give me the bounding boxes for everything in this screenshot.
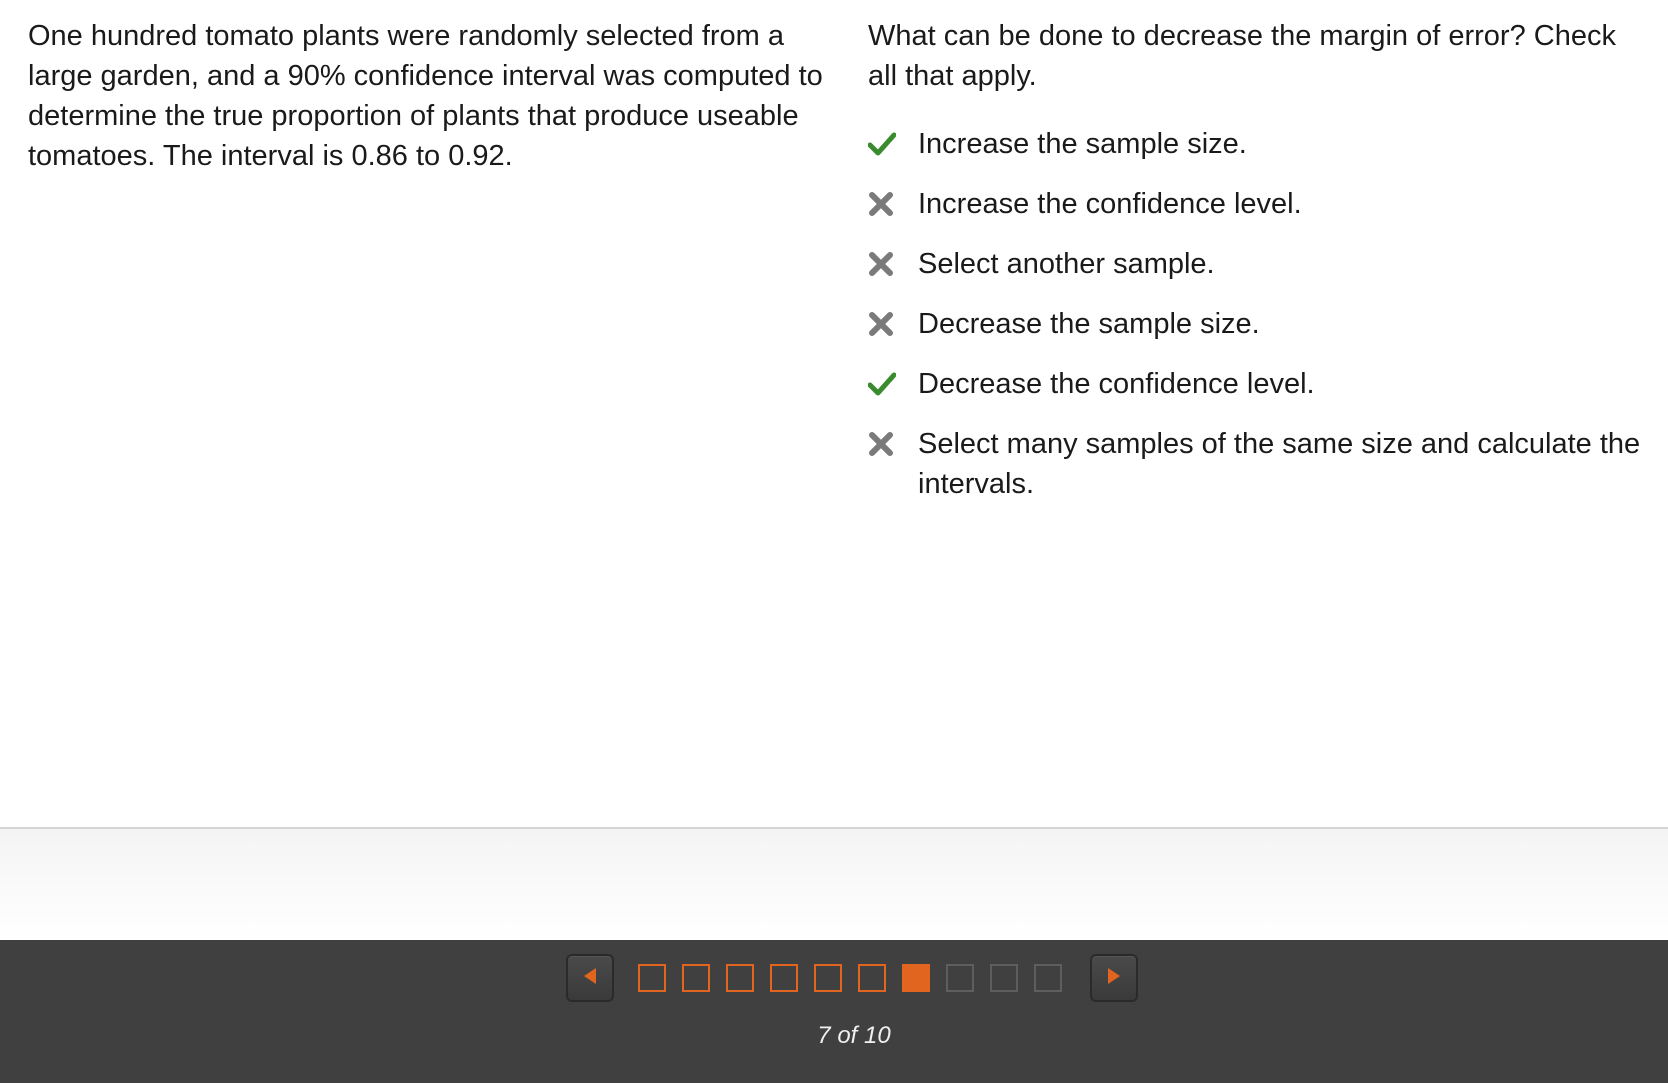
answer-option[interactable] [868, 124, 1648, 164]
answer-label: Increase the sample size. [918, 128, 1247, 160]
x-icon [868, 304, 908, 344]
question-prompt: What can be done to decrease the margin of error? Check all that apply. [868, 20, 1616, 92]
page-indicator-2[interactable] [682, 964, 710, 992]
triangle-right-icon [1107, 967, 1121, 990]
page-indicator-6[interactable] [858, 964, 886, 992]
x-icon [868, 184, 908, 224]
question-stem: One hundred tomato plants were randomly selected from a large garden, and a 90% confidence interval was computed to determine the true proportion of plants that produce useable tomatoes. The interval is 0.86 to 0.92. [28, 20, 823, 172]
answer-option[interactable] [868, 244, 1648, 284]
answer-label: Select many samples of the same size and calculate the intervals. [918, 428, 1641, 500]
question-pager [638, 964, 1078, 992]
answer-list [868, 124, 1648, 524]
page-indicator-5[interactable] [814, 964, 842, 992]
check-icon [868, 124, 908, 164]
answer-label: Decrease the confidence level. [918, 368, 1315, 400]
x-icon [868, 424, 908, 464]
triangle-left-icon [583, 967, 597, 990]
page-indicator-9[interactable] [990, 964, 1018, 992]
next-button[interactable] [1090, 954, 1138, 1002]
page-indicator-1[interactable] [638, 964, 666, 992]
navigation-bar [0, 940, 1668, 1083]
previous-button[interactable] [566, 954, 614, 1002]
answer-label: Select another sample. [918, 248, 1215, 280]
answer-option[interactable] [868, 184, 1648, 224]
page-indicator-7[interactable] [902, 964, 930, 992]
page-indicator-3[interactable] [726, 964, 754, 992]
answer-option[interactable] [868, 304, 1648, 344]
answer-label: Increase the confidence level. [918, 188, 1302, 220]
page-indicator-10[interactable] [1034, 964, 1062, 992]
answer-option[interactable] [868, 364, 1648, 404]
page-counter: 7 of 10 [817, 1022, 891, 1049]
answer-option[interactable] [868, 424, 1648, 504]
answer-label: Decrease the sample size. [918, 308, 1260, 340]
x-icon [868, 244, 908, 284]
check-icon [868, 364, 908, 404]
page-indicator-8[interactable] [946, 964, 974, 992]
footer-band [0, 829, 1668, 940]
page-indicator-4[interactable] [770, 964, 798, 992]
